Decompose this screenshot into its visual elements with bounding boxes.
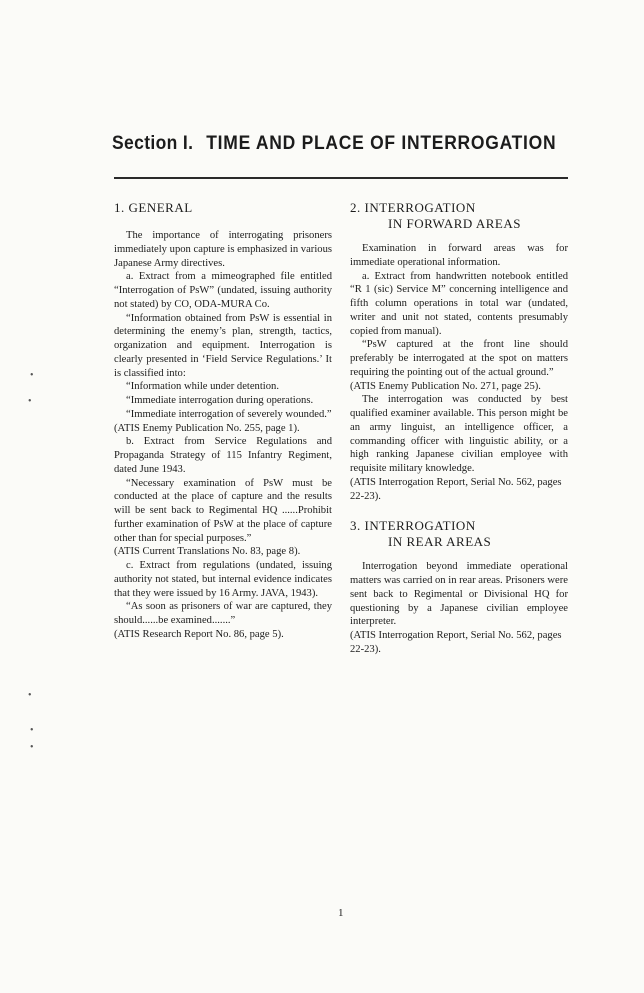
section-title xyxy=(112,133,556,155)
paragraph: a. Extract from a mimeographed file entitled “Interrogation of PsW” (undated, issuing authority not stated) by CO, ODA-MURA Co. xyxy=(114,271,332,310)
quote: “Immediate interrogation during operations. xyxy=(126,395,314,406)
margin-mark: • xyxy=(30,370,34,381)
heading-forward-areas xyxy=(350,200,568,232)
margin-mark: • xyxy=(28,396,32,407)
quote: “PsW captured at the front line should preferably be interrogated at the spot on matters requiring the pointing out of the actual ground.” xyxy=(350,339,568,378)
paragraph: The interrogation was conducted by best qualified examiner available. This person might be an army linguist, an intelligence officer, a commanding officer with linguistic ability, or a high ranking Japanese civilian employee with requisite military knowledge. xyxy=(350,394,568,474)
quote: “Immediate interrogation of severely wounded.” xyxy=(126,408,332,420)
heading-line: 2. INTERROGATION xyxy=(350,200,476,215)
heading-general: 1. GENERAL xyxy=(114,200,193,215)
heading-line: IN REAR AREAS xyxy=(388,534,492,550)
paragraph: Interrogation beyond immediate operational matters was carried on in rear areas. Prisoners were sent back to Regimental or Divisional HQ for questioning by a Japanese civilian employee interpreter. xyxy=(350,561,568,628)
page-number: 1 xyxy=(338,907,344,919)
margin-mark: • xyxy=(28,690,32,701)
section-heading: TIME AND PLACE OF INTERROGATION xyxy=(206,133,557,154)
heading-rear-areas xyxy=(350,518,568,550)
quote: “As soon as prisoners of war are captured, they should......be examined.......” xyxy=(114,601,332,626)
quote: “Information while under detention. xyxy=(126,381,279,393)
citation: (ATIS Current Translations No. 83, page 8). xyxy=(114,546,301,558)
heading-line: 3. INTERROGATION xyxy=(350,518,476,534)
heading-line: IN FORWARD AREAS xyxy=(388,216,521,231)
margin-mark: • xyxy=(30,725,34,736)
citation: (ATIS Research Report No. 86, page 5). xyxy=(114,628,284,640)
quote: “Necessary examination of PsW must be conducted at the place of capture and the results will be sent back to Regimental HQ ......Prohibit further examination of PsW at the place of capture other than for special purposes.” xyxy=(114,477,332,544)
citation: (ATIS Enemy Publication No. 255, page 1). xyxy=(114,422,300,434)
quote: “Information obtained from PsW is essential in determining the enemy’s plan, strength, tactics, organization and equipment. Interrogation is clearly presented in ‘Field Service Regulations.’ It is classified into: xyxy=(114,312,332,379)
margin-mark: • xyxy=(30,742,34,753)
title-rule xyxy=(114,177,568,179)
left-column xyxy=(114,200,332,642)
paragraph: b. Extract from Service Regulations and Propaganda Strategy of 115 Infantry Regiment, dated June 1943. xyxy=(114,436,332,475)
citation: (ATIS Interrogation Report, Serial No. 562, pages 22-23). xyxy=(350,630,562,655)
paragraph: Examination in forward areas was for immediate operational information. xyxy=(350,243,568,268)
paragraph: a. Extract from handwritten notebook entitled “R 1 (sic) Service M” concerning intelligence and fifth column operations in total war (undated, writer and unit not stated, contents presumably copied from manual). xyxy=(350,270,568,337)
paragraph: c. Extract from regulations (undated, issuing authority not stated, but internal evidence indicates that they were issued by 16 Army. JAVA, 1943). xyxy=(114,560,332,599)
right-column xyxy=(350,200,568,657)
citation: (ATIS Enemy Publication No. 271, page 25). xyxy=(350,380,541,392)
citation: (ATIS Interrogation Report, Serial No. 562, pages 22-23). xyxy=(350,476,562,502)
section-label: Section I. xyxy=(112,133,194,154)
paragraph: The importance of interrogating prisoners immediately upon capture is emphasized in various Japanese Army directives. xyxy=(114,230,332,269)
